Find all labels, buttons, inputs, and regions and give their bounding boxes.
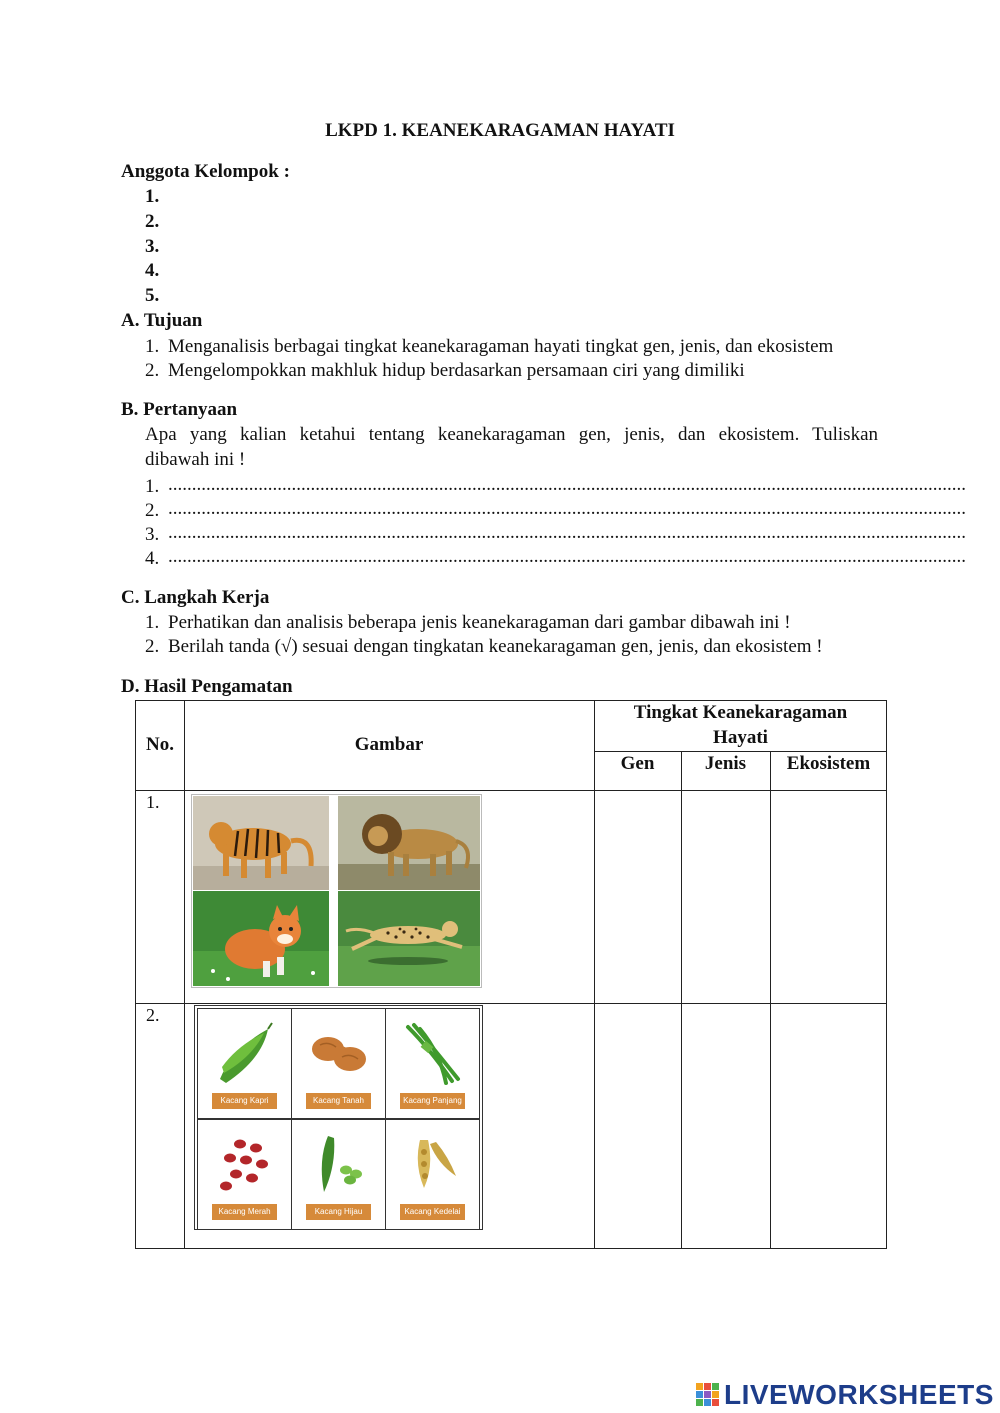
header-tingkat: Tingkat Keanekaragaman	[633, 702, 848, 723]
bean-label: Kacang Kapri	[212, 1093, 277, 1109]
page-title: LKPD 1. KEANEKARAGAMAN HAYATI	[325, 120, 675, 141]
hasil-heading: D. Hasil Pengamatan	[121, 676, 293, 697]
kacang-hijau-icon	[306, 1130, 372, 1198]
answer-number: 1.	[145, 476, 160, 497]
bean-label: Kacang Merah	[212, 1204, 277, 1220]
check-cell-ekosistem-2[interactable]	[771, 1004, 885, 1247]
anggota-number: 4.	[145, 260, 160, 281]
cat-image	[193, 891, 329, 986]
answer-line[interactable]: ........................................................................................................................................................................	[168, 522, 966, 543]
check-cell-gen-1[interactable]	[595, 791, 679, 1001]
kacang-panjang-icon	[400, 1019, 466, 1089]
list-number: 1.	[145, 612, 160, 633]
liveworksheets-icon	[696, 1383, 720, 1407]
header-gambar: Gambar	[354, 734, 424, 755]
tujuan-heading: A. Tujuan	[121, 310, 203, 331]
check-cell-ekosistem-1[interactable]	[771, 791, 885, 1001]
bean-label: Kacang Tanah	[306, 1093, 371, 1109]
bean-card-hijau	[291, 1119, 386, 1230]
bean-label: Kacang Panjang	[400, 1093, 465, 1109]
row-number: 1.	[146, 792, 160, 812]
pertanyaan-text: Apa yang kalian ketahui tentang keanekaragaman gen, jenis, dan ekosistem. Tuliskan	[145, 424, 878, 445]
answer-number: 3.	[145, 524, 160, 545]
anggota-number: 3.	[145, 236, 160, 257]
row-number: 2.	[146, 1005, 160, 1025]
tiger-image	[193, 796, 329, 890]
kacang-kedelai-icon	[400, 1130, 466, 1198]
answer-number: 2.	[145, 500, 160, 521]
tujuan-item: Menganalisis berbagai tingkat keanekaragaman hayati tingkat gen, jenis, dan ekosistem	[168, 336, 834, 357]
anggota-number: 2.	[145, 211, 160, 232]
langkah-item: Perhatikan dan analisis beberapa jenis keanekaragaman dari gambar dibawah ini !	[168, 612, 791, 633]
lion-image	[338, 796, 480, 890]
list-number: 2.	[145, 636, 160, 657]
beans-grid	[194, 1005, 483, 1230]
header-ekosistem: Ekosistem	[786, 753, 871, 774]
header-tingkat-2: Hayati	[713, 727, 768, 748]
bean-label: Kacang Kedelai	[400, 1204, 465, 1220]
kacang-kapri-icon	[212, 1019, 278, 1089]
answer-line[interactable]: ........................................................................................................................................................................	[168, 498, 966, 519]
anggota-label: Anggota Kelompok :	[121, 161, 290, 182]
bean-card-panjang	[385, 1008, 480, 1119]
kacang-merah-icon	[212, 1134, 278, 1194]
answer-line[interactable]: ........................................................................................................................................................................	[168, 474, 966, 495]
anggota-number: 5.	[145, 285, 160, 306]
liveworksheets-text: LIVEWORKSHEETS	[724, 1379, 994, 1410]
table-divider	[184, 701, 185, 1248]
header-gen: Gen	[620, 753, 655, 774]
check-cell-jenis-2[interactable]	[682, 1004, 768, 1247]
answer-line[interactable]: ........................................................................................................................................................................	[168, 546, 966, 567]
anggota-number: 1.	[145, 186, 160, 207]
tujuan-item: Mengelompokkan makhluk hidup berdasarkan persamaan ciri yang dimiliki	[168, 360, 745, 381]
bean-card-merah	[197, 1119, 292, 1230]
langkah-heading: C. Langkah Kerja	[121, 587, 270, 608]
header-jenis: Jenis	[704, 753, 747, 774]
bean-card-kedelai	[385, 1119, 480, 1230]
cheetah-image	[338, 891, 480, 986]
header-no: No.	[146, 734, 174, 755]
kacang-tanah-icon	[306, 1027, 372, 1083]
pertanyaan-heading: B. Pertanyaan	[121, 399, 238, 420]
bean-card-tanah	[291, 1008, 386, 1119]
bean-label: Kacang Hijau	[306, 1204, 371, 1220]
langkah-item: Berilah tanda (√) sesuai dengan tingkatan keanekaragaman gen, jenis, dan ekosistem !	[168, 636, 823, 657]
liveworksheets-logo	[696, 1378, 994, 1412]
check-cell-jenis-1[interactable]	[682, 791, 768, 1001]
pertanyaan-text-2: dibawah ini !	[145, 449, 246, 470]
bean-card-kapri	[197, 1008, 292, 1119]
felidae-photos	[191, 794, 482, 988]
list-number: 1.	[145, 336, 160, 357]
list-number: 2.	[145, 360, 160, 381]
check-cell-gen-2[interactable]	[595, 1004, 679, 1247]
answer-number: 4.	[145, 548, 160, 569]
